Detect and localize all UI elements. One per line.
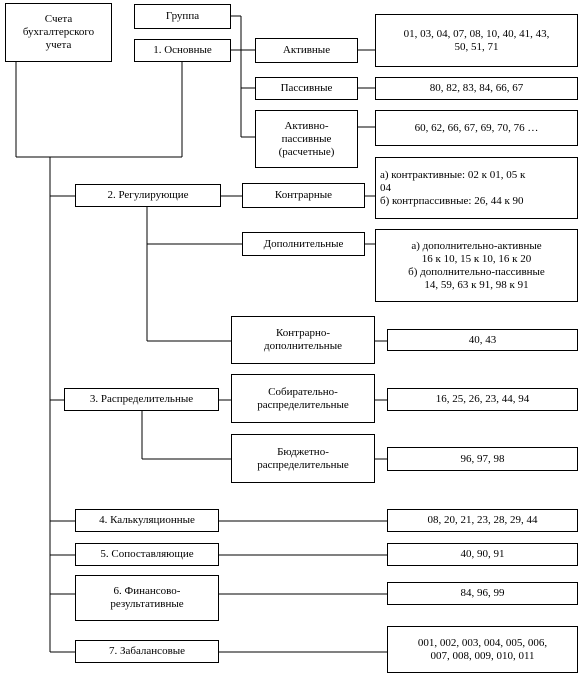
accounts-passive xyxy=(375,77,578,100)
accounts-contra xyxy=(375,157,578,219)
group-basic xyxy=(134,39,231,62)
accounts-calculation xyxy=(387,509,578,532)
group-regulating xyxy=(75,184,221,207)
accounts-additional xyxy=(375,229,578,302)
group-financial-result xyxy=(75,575,219,621)
type-active xyxy=(255,38,358,63)
accounts-label: 84, 96, 99 xyxy=(460,587,505,599)
accounts-label: 08, 20, 21, 23, 28, 29, 44 xyxy=(427,514,538,526)
type-label: Активно- пассивные (расчетные) xyxy=(278,119,335,158)
type-additional xyxy=(242,232,365,256)
type-label: Пассивные xyxy=(280,82,333,94)
group-distributive xyxy=(64,388,219,411)
accounts-contra-additional xyxy=(387,329,578,351)
accounts-active xyxy=(375,14,578,67)
group-label: 3. Распределительные xyxy=(89,393,194,405)
type-contra xyxy=(242,183,365,208)
type-contra-additional xyxy=(231,316,375,364)
type-label: Контрарные xyxy=(274,189,333,201)
group-label: 4. Калькуляционные xyxy=(99,514,195,526)
accounts-label: 40, 43 xyxy=(468,333,497,346)
type-label: Активные xyxy=(282,44,331,56)
accounts-label: а) дополнительно-активные 16 к 10, 15 к 10, 16 к 20 б) дополнительно-пассивные 14, 59, 63 к 91, 98 к 91 xyxy=(408,239,545,291)
group-off-balance xyxy=(75,640,219,663)
accounts-collective-distributive xyxy=(387,388,578,411)
group-label: 1. Основные xyxy=(153,44,212,56)
type-passive xyxy=(255,77,358,100)
type-label: Бюджетно- распределительные xyxy=(257,445,349,471)
accounts-label: 96, 97, 98 xyxy=(460,452,505,465)
accounts-label: а) контрактивные: 02 к 01, 05 к 04 б) контрпассивные: 26, 44 к 90 xyxy=(380,168,526,207)
group-comparative xyxy=(75,543,219,566)
type-label: Собирательно- распределительные xyxy=(257,385,349,411)
accounts-off-balance xyxy=(387,626,578,673)
type-collective-distributive xyxy=(231,374,375,423)
accounts-label: 40, 90, 91 xyxy=(460,548,505,560)
group-label: 5. Сопоставляющие xyxy=(100,548,194,560)
group-calculation xyxy=(75,509,219,532)
type-budget-distributive xyxy=(231,434,375,483)
accounts-financial-result xyxy=(387,582,578,605)
group-label: 6. Финансово- результативные xyxy=(110,585,184,610)
accounts-budget-distributive xyxy=(387,447,578,471)
group-label: 2. Регулирующие xyxy=(107,189,189,201)
accounts-label: 80, 82, 83, 84, 66, 67 xyxy=(429,82,524,94)
type-label: Контрарно- дополнительные xyxy=(264,327,342,352)
group-label: 7. Забалансовые xyxy=(108,645,186,657)
type-active-passive xyxy=(255,110,358,168)
accounts-comparative xyxy=(387,543,578,566)
group-header-label: Группа xyxy=(165,10,200,22)
accounts-label: 01, 03, 04, 07, 08, 10, 40, 41, 43, 50, 51, 71 xyxy=(403,27,550,53)
group-header xyxy=(134,4,231,29)
accounts-label: 001, 002, 003, 004, 005, 006, 007, 008, 009, 010, 011 xyxy=(417,636,548,662)
root-node xyxy=(5,3,112,62)
type-label: Дополнительные xyxy=(263,237,344,250)
root-label: Счета бухгалтерского учета xyxy=(22,13,95,51)
accounts-label: 16, 25, 26, 23, 44, 94 xyxy=(435,393,530,405)
accounts-active-passive xyxy=(375,110,578,146)
accounts-label: 60, 62, 66, 67, 69, 70, 76 … xyxy=(414,121,539,134)
